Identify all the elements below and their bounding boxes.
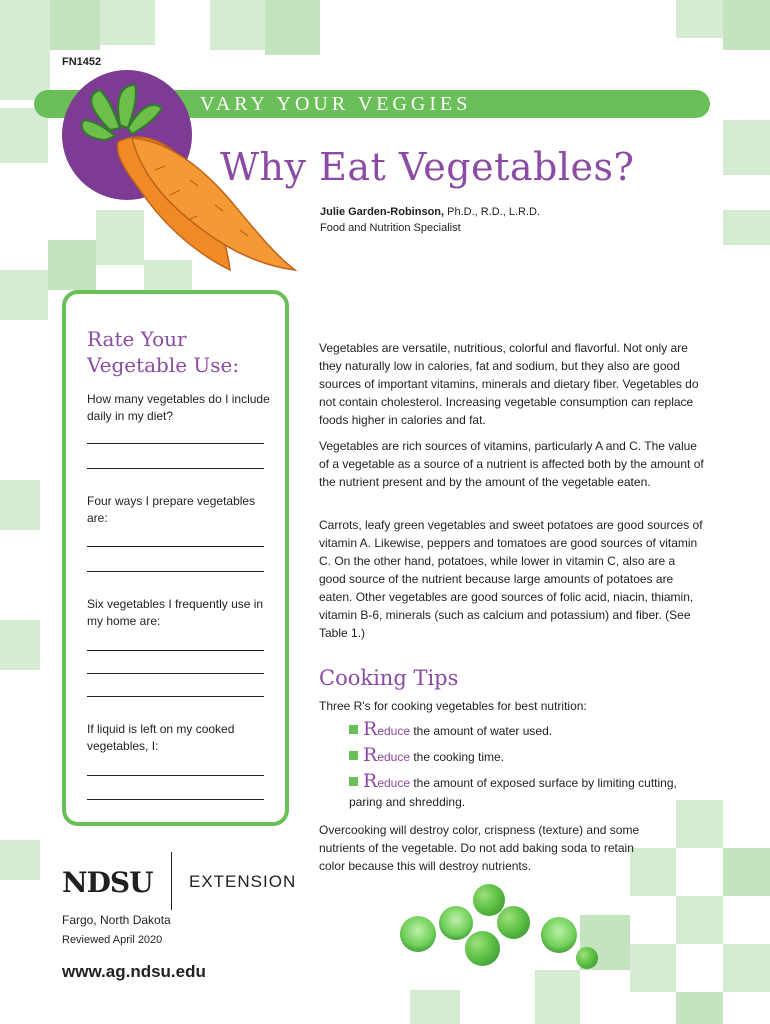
- green-square-bullet-icon: [349, 777, 358, 786]
- question-preparation-ways: Four ways I prepare vegetables are:: [87, 494, 256, 525]
- tip-keyword-rest: educe: [377, 724, 411, 738]
- answer-line[interactable]: [87, 571, 264, 572]
- page-title: Why Eat Vegetables?: [220, 145, 635, 189]
- answer-line[interactable]: [87, 696, 264, 697]
- document-code: FN1452: [62, 56, 102, 68]
- answer-line[interactable]: [87, 468, 264, 469]
- answer-line[interactable]: [87, 673, 264, 674]
- answer-line[interactable]: [87, 775, 264, 776]
- author-credentials: Ph.D., R.D., L.R.D.: [447, 206, 541, 218]
- tip-item: [349, 746, 709, 767]
- extension-logo-text: EXTENSION: [189, 872, 297, 891]
- answer-line[interactable]: [87, 443, 264, 444]
- green-square-bullet-icon: [349, 751, 358, 760]
- question-frequent-vegetables: Six vegetables I frequently use in my home are:: [87, 597, 264, 628]
- three-rs-intro: Three R's for cooking vegetables for best nutrition:: [319, 699, 587, 713]
- question-cooking-liquid: If liquid is left on my cooked vegetables, I:: [87, 722, 235, 753]
- body-paragraph-1: Vegetables are versatile, nutritious, colorful and flavorful. Not only are they naturally low in calories, fat and sodium, but they also are good sources of important vitamins, minerals and dietary fiber. Vegetables do not contain cholesterol. Increasing vegetable consumption can replace foods higher in calories and fat.: [319, 341, 699, 427]
- footer-url-link[interactable]: www.ag.ndsu.edu: [62, 962, 206, 981]
- tip-keyword-rest: educe: [377, 750, 411, 764]
- answer-line[interactable]: [87, 799, 264, 800]
- logo-divider: [171, 852, 172, 910]
- author-role: Food and Nutrition Specialist: [320, 222, 461, 234]
- overcooking-paragraph: Overcooking will destroy color, crispness (texture) and some nutrients of the vegetable. Do not add baking soda to retain color because this will destroy nutrients.: [319, 823, 640, 873]
- tip-keyword-rest: educe: [377, 776, 411, 790]
- footer-location: Fargo, North Dakota: [62, 913, 171, 927]
- answer-line[interactable]: [87, 650, 264, 651]
- body-paragraph-3: Carrots, leafy green vegetables and sweet potatoes are good sources of vitamin A. Likewise, peppers and tomatoes are good sources of vitamin C. On the other hand, potatoes, while lower in vitamin C, also are a good source of the nutrient because large amounts of potatoes are eaten. Other vegetables are good sources of folic acid, niacin, thiamin, vitamin B-6, minerals (such as calcium and potassium) and fiber. (See Table 1.): [319, 518, 703, 640]
- rate-box-heading-line1: Rate Your: [87, 327, 187, 351]
- question-daily-vegetables: How many vegetables do I include daily in my diet?: [87, 392, 270, 423]
- tip-text: the amount of water used.: [410, 724, 553, 738]
- answer-line[interactable]: [87, 546, 264, 547]
- cooking-tips-heading: Cooking Tips: [319, 666, 459, 690]
- green-square-bullet-icon: [349, 725, 358, 734]
- tip-initial: R: [363, 718, 378, 740]
- tip-item: [349, 720, 709, 741]
- author-name: Julie Garden-Robinson,: [320, 206, 445, 218]
- body-paragraph-2: Vegetables are rich sources of vitamins, particularly A and C. The value of a vegetable as a source of a nutrient is affected both by the amount of the nutrient present and by the amount of the vegetable eaten.: [319, 439, 704, 489]
- tip-item: [349, 772, 709, 812]
- rate-box-heading: [87, 326, 239, 378]
- footer-reviewed-date: Reviewed April 2020: [62, 934, 163, 946]
- tip-text: the amount of exposed surface by limiting cutting, paring and shredding.: [349, 776, 677, 809]
- tip-initial: R: [363, 744, 378, 766]
- tip-initial: R: [363, 770, 378, 792]
- ndsu-logo[interactable]: NDSU: [62, 866, 153, 899]
- author-block: [320, 204, 540, 236]
- banner-text: VARY YOUR VEGGIES: [200, 93, 472, 115]
- tip-text: the cooking time.: [410, 750, 505, 764]
- rate-box-heading-line2: Vegetable Use:: [87, 353, 240, 377]
